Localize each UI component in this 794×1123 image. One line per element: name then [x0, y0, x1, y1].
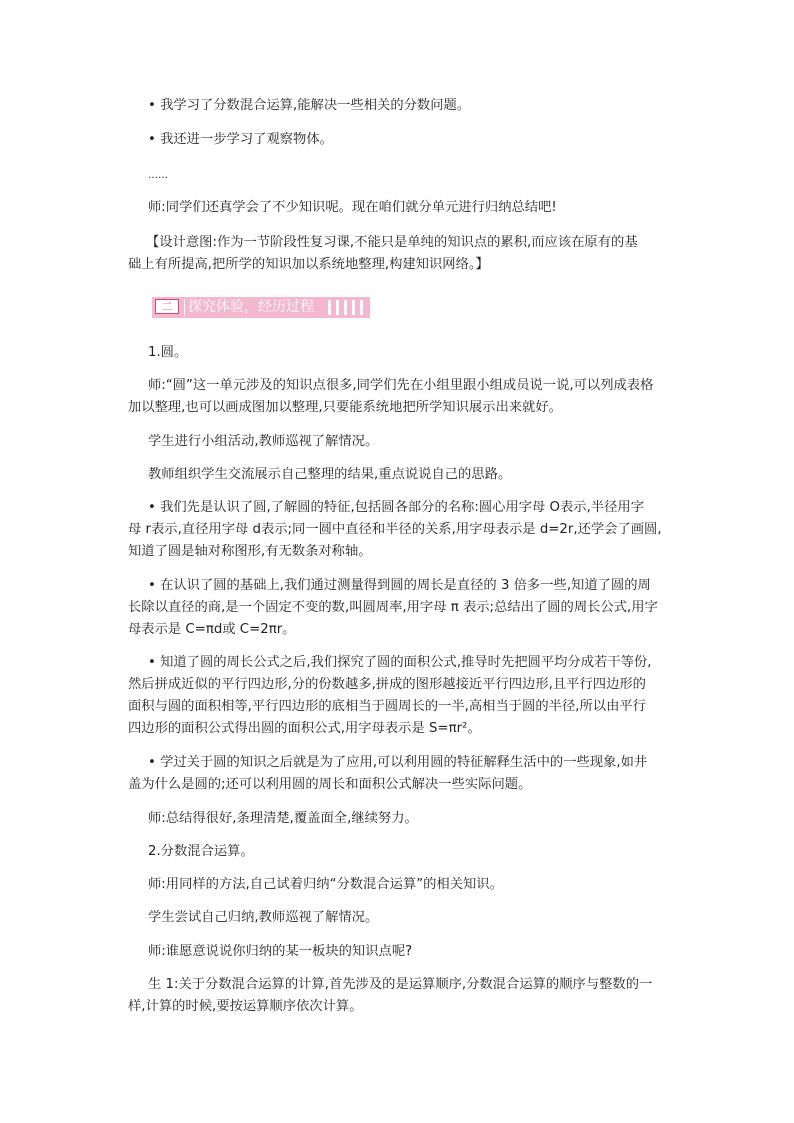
text-line: 母 r表示,直径用字母 d表示;同一圆中直径和半径的关系,用字母表示是 d=2r,还学会了画圆, — [128, 522, 662, 537]
text-line: 【设计意图:作为一节阶段性复习课,不能只是单纯的知识点的累积,而应该在原有的基 — [146, 235, 638, 250]
text-line: 长除以直径的商,是一个固定不变的数,叫圆周率,用字母 π 表示;总结出了圆的周长公式,用字 — [128, 600, 658, 615]
text-line: 教师组织学生交流展示自己整理的结果,重点说说自己的思路。 — [148, 467, 512, 482]
text-line: 加以整理,也可以画成图加以整理,只要能系统地把所学知识展示出来就好。 — [128, 400, 562, 415]
text-line: 师:同学们还真学会了不少知识呢。现在咱们就分单元进行归纳总结吧! — [148, 200, 557, 215]
text-line: • 我学习了分数混合运算,能解决一些相关的分数问题。 — [148, 98, 471, 113]
text-line: • 我们先是认识了圆,了解圆的特征,包括圆各部分的名称:圆心用字母 O表示,半径用字 — [148, 500, 645, 515]
section-title: 探究体验，经历过程 — [188, 299, 314, 315]
text-line: 师:谁愿意说说你归纳的某一板块的知识点呢? — [148, 944, 413, 959]
text-line: 学生进行小组活动,教师巡视了解情况。 — [148, 434, 379, 449]
text-line: 学生尝试自己归纳,教师巡视了解情况。 — [148, 910, 379, 925]
text-line: 础上有所提高,把所学的知识加以系统地整理,构建知识网络。】 — [128, 257, 489, 272]
text-line: 2.分数混合运算。 — [148, 844, 254, 859]
section-divider — [184, 299, 185, 316]
text-line: …… — [148, 170, 168, 181]
decor-bar — [344, 300, 347, 315]
text-line: 母表示是 C=πd或 C=2πr。 — [128, 622, 296, 637]
text-line: 四边形的面积公式得出圆的面积公式,用字母表示是 S=πr²。 — [128, 721, 481, 736]
text-line: • 在认识了圆的基础上,我们通过测量得到圆的周长是直径的 3 倍多一些,知道了圆的周 — [148, 578, 651, 593]
decor-bar — [336, 300, 339, 315]
text-line: 盖为什么是圆的;还可以利用圆的周长和面积公式解决一些实际问题。 — [128, 777, 532, 792]
text-line: • 学过关于圆的知识之后就是为了应用,可以利用圆的特征解释生活中的一些现象,如井 — [148, 755, 648, 770]
text-line: 师:“圆”这一单元涉及的知识点很多,同学们先在小组里跟小组成员说一说,可以列成表格 — [148, 378, 654, 393]
text-line: 面积与圆的面积相等,平行四边形的底相当于圆周长的一半,高相当于圆的半径,所以由平行 — [128, 699, 646, 714]
text-line: 1.圆。 — [148, 345, 188, 360]
decor-bar — [328, 300, 331, 315]
text-line: 师:用同样的方法,自己试着归纳“分数混合运算”的相关知识。 — [148, 877, 503, 892]
section-number: 二 — [155, 299, 179, 314]
text-line: • 我还进一步学习了观察物体。 — [148, 132, 333, 147]
text-line: 然后拼成近似的平行四边形,分的份数越多,拼成的图形越接近平行四边形,且平行四边形的 — [128, 677, 646, 692]
text-line: 样,计算的时候,要按运算顺序依次计算。 — [128, 999, 363, 1014]
text-line: • 知道了圆的周长公式之后,我们探究了圆的面积公式,推导时先把圆平均分成若干等份, — [148, 655, 652, 670]
section-header — [152, 297, 370, 318]
decor-bar — [360, 300, 363, 315]
text-line: 知道了圆是轴对称图形,有无数条对称轴。 — [128, 544, 372, 559]
text-line: 师:总结得很好,条理清楚,覆盖面全,继续努力。 — [148, 811, 418, 826]
text-line: 生 1:关于分数混合运算的计算,首先涉及的是运算顺序,分数混合运算的顺序与整数的一 — [148, 977, 653, 992]
decor-bar — [352, 300, 355, 315]
